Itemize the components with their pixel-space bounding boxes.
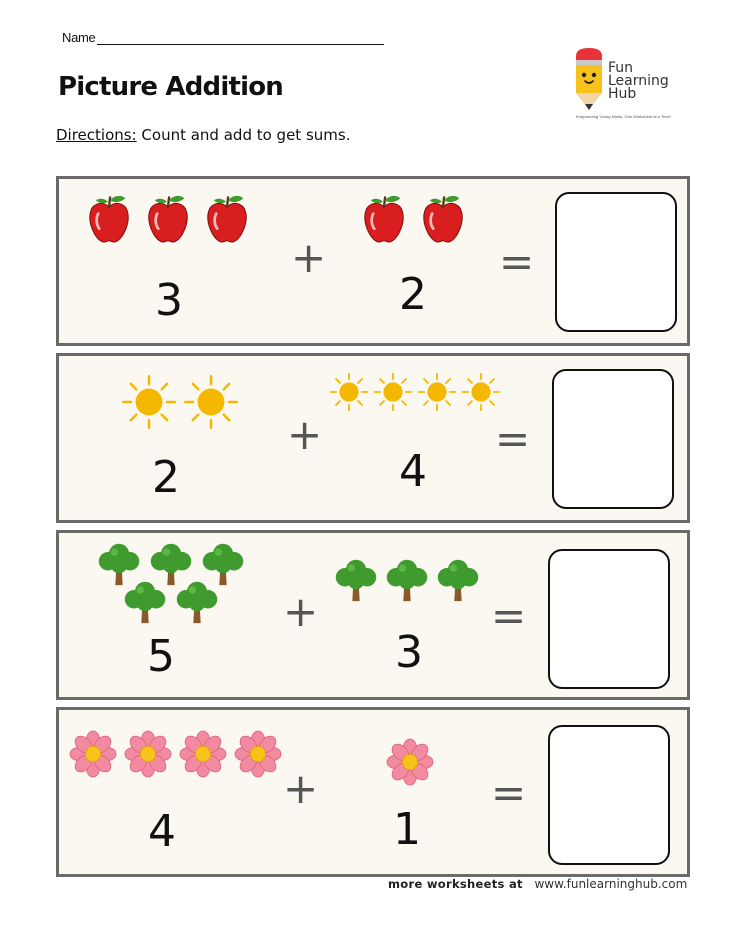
name-label: Name bbox=[62, 30, 96, 45]
equals-sign: = bbox=[491, 768, 527, 817]
left-count: 3 bbox=[155, 275, 183, 326]
flower-icon bbox=[386, 738, 434, 786]
right-count: 2 bbox=[399, 269, 427, 320]
answer-box[interactable] bbox=[548, 549, 670, 689]
logo-text: Fun Learning Hub bbox=[608, 60, 669, 102]
flower-icon bbox=[124, 730, 172, 778]
sun-icon bbox=[121, 374, 177, 430]
problem-panel-1 bbox=[56, 176, 690, 346]
answer-box[interactable] bbox=[552, 369, 674, 509]
right-count: 3 bbox=[395, 627, 423, 678]
footer bbox=[388, 876, 687, 891]
tree-icon bbox=[122, 579, 168, 625]
right-count: 4 bbox=[399, 446, 427, 497]
plus-sign: + bbox=[283, 587, 319, 636]
equals-sign: = bbox=[491, 591, 527, 640]
plus-sign: + bbox=[291, 233, 327, 282]
directions-text: Count and add to get sums. bbox=[141, 126, 351, 144]
flower-icon bbox=[179, 730, 227, 778]
answer-box[interactable] bbox=[548, 725, 670, 865]
fun-learning-hub-logo bbox=[572, 46, 692, 126]
footer-label: more worksheets at bbox=[388, 877, 523, 891]
problem-panel-2 bbox=[56, 353, 690, 523]
left-count: 4 bbox=[148, 806, 176, 857]
problem-panel-3 bbox=[56, 530, 690, 700]
pencil-mascot-icon bbox=[572, 46, 606, 112]
left-count: 5 bbox=[147, 631, 175, 682]
name-field[interactable] bbox=[97, 32, 384, 45]
footer-url-link[interactable]: www.funlearninghub.com bbox=[534, 877, 688, 891]
sun-icon bbox=[373, 372, 413, 412]
sun-icon bbox=[183, 374, 239, 430]
sun-icon bbox=[461, 372, 501, 412]
tree-icon bbox=[333, 557, 379, 603]
flower-icon bbox=[234, 730, 282, 778]
tree-icon bbox=[384, 557, 430, 603]
answer-box[interactable] bbox=[555, 192, 677, 332]
apple-icon bbox=[357, 192, 411, 246]
right-count: 1 bbox=[393, 804, 421, 855]
tree-icon bbox=[435, 557, 481, 603]
directions bbox=[56, 126, 350, 144]
sun-icon bbox=[417, 372, 457, 412]
directions-label: Directions: bbox=[56, 126, 137, 144]
apple-icon bbox=[141, 192, 195, 246]
apple-icon bbox=[200, 192, 254, 246]
tree-icon bbox=[174, 579, 220, 625]
name-row bbox=[62, 30, 384, 45]
logo-tagline: Empowering Young Minds, One Worksheet at a Time! bbox=[576, 114, 671, 119]
equals-sign: = bbox=[499, 237, 535, 286]
apple-icon bbox=[82, 192, 136, 246]
page-title: Picture Addition bbox=[58, 72, 283, 102]
left-count: 2 bbox=[152, 452, 180, 503]
apple-icon bbox=[416, 192, 470, 246]
plus-sign: + bbox=[283, 764, 319, 813]
sun-icon bbox=[329, 372, 369, 412]
plus-sign: + bbox=[287, 410, 323, 459]
problem-panel-4 bbox=[56, 707, 690, 877]
flower-icon bbox=[69, 730, 117, 778]
equals-sign: = bbox=[495, 414, 531, 463]
